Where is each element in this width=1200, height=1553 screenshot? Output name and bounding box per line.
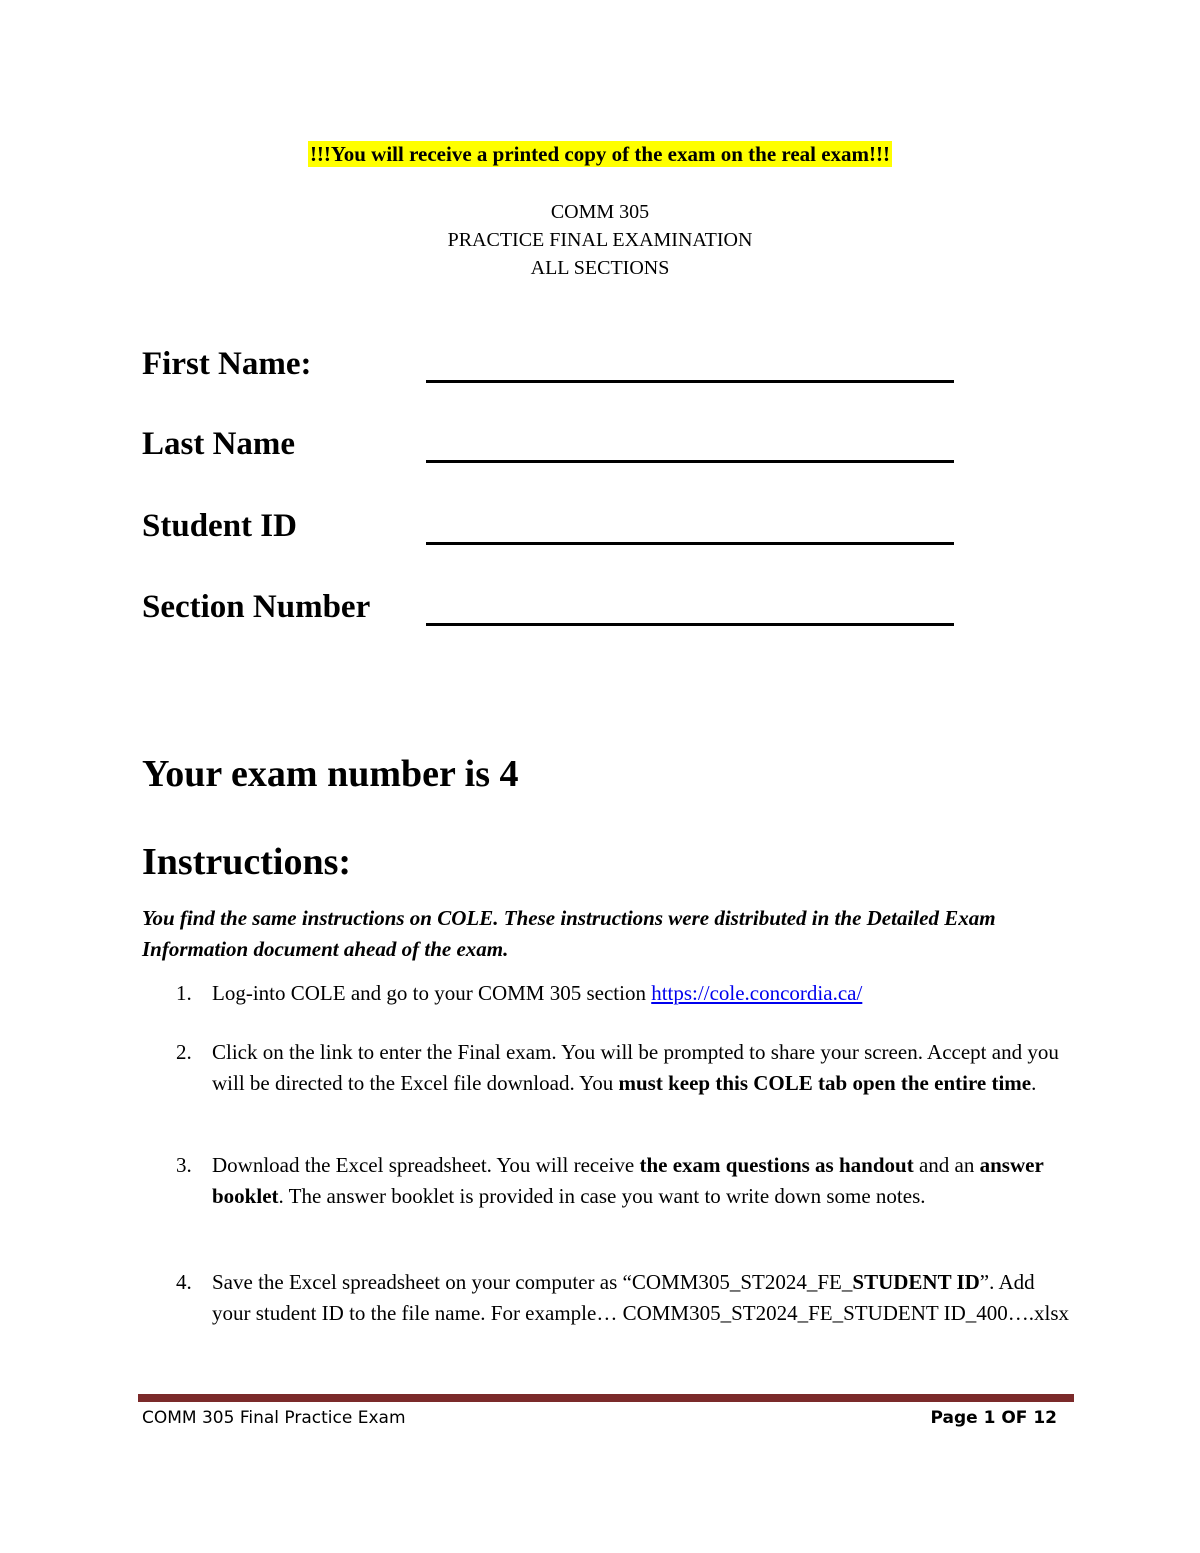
sections-label: ALL SECTIONS xyxy=(530,257,670,279)
instruction-item-4 xyxy=(176,1267,1072,1329)
footer-divider xyxy=(138,1394,1074,1402)
first-name-blank-line xyxy=(426,380,954,383)
last-name-label: Last Name xyxy=(142,426,296,462)
item-number: 2. xyxy=(176,1040,192,1064)
exam-number-heading: Your exam number is 4 xyxy=(142,753,519,795)
exam-title: PRACTICE FINAL EXAMINATION xyxy=(447,229,753,251)
section-number-field xyxy=(142,589,424,626)
student-id-label: Student ID xyxy=(142,508,297,544)
student-id-blank-line xyxy=(426,542,954,545)
item-number: 3. xyxy=(176,1153,192,1177)
item-bold-text: STUDENT ID xyxy=(852,1270,980,1294)
item-text: Download the Excel spreadsheet. You will receive xyxy=(212,1153,640,1177)
footer-page-number: Page 1 OF 12 xyxy=(930,1408,1057,1428)
first-name-field xyxy=(142,346,424,383)
item-text-end: ”. Add your student ID to the file name. For example… COMM305_ST2024_FE_STUDENT ID_400….xlsx xyxy=(212,1270,1070,1325)
instructions-intro: You find the same instructions on COLE. These instructions were distributed in the Detailed Exam Information document ahead of the exam. xyxy=(142,906,996,961)
banner-container xyxy=(0,142,1200,167)
item-bold-text-2: answer booklet xyxy=(212,1153,1044,1208)
section-number-label: Section Number xyxy=(142,589,371,625)
item-bold-text: the exam questions as handout xyxy=(639,1153,914,1177)
instruction-item-1 xyxy=(176,978,1072,1009)
footer-course-label: COMM 305 Final Practice Exam xyxy=(142,1408,406,1428)
item-number: 1. xyxy=(176,981,192,1005)
item-bold-text: must keep this COLE tab open the entire time xyxy=(618,1071,1032,1095)
course-code: COMM 305 xyxy=(550,201,650,223)
item-text: Click on the link to enter the Final exam. You will be prompted to share your screen. Accept and you will be directed to the Excel file download. You xyxy=(212,1040,1059,1095)
cole-link[interactable]: https://cole.concordia.ca/ xyxy=(651,981,863,1005)
item-text-end: . xyxy=(1031,1071,1037,1095)
item-text: Save the Excel spreadsheet on your computer as “COMM305_ST2024_FE_ xyxy=(212,1270,853,1294)
item-text: Log-into COLE and go to your COMM 305 section xyxy=(212,981,652,1005)
first-name-label: First Name: xyxy=(142,346,312,382)
section-number-blank-line xyxy=(426,623,954,626)
last-name-blank-line xyxy=(426,460,954,463)
item-text-end: . The answer booklet is provided in case you want to write down some notes. xyxy=(278,1184,926,1208)
last-name-field xyxy=(142,426,424,463)
item-text-mid: and an xyxy=(913,1153,980,1177)
item-number: 4. xyxy=(176,1270,192,1294)
instructions-heading: Instructions: xyxy=(142,841,352,883)
printed-copy-banner: !!!You will receive a printed copy of the exam on the real exam!!! xyxy=(309,142,891,166)
instruction-item-3 xyxy=(176,1150,1072,1212)
student-id-field xyxy=(142,508,424,545)
instruction-item-2 xyxy=(176,1037,1072,1099)
course-header xyxy=(0,198,1200,282)
